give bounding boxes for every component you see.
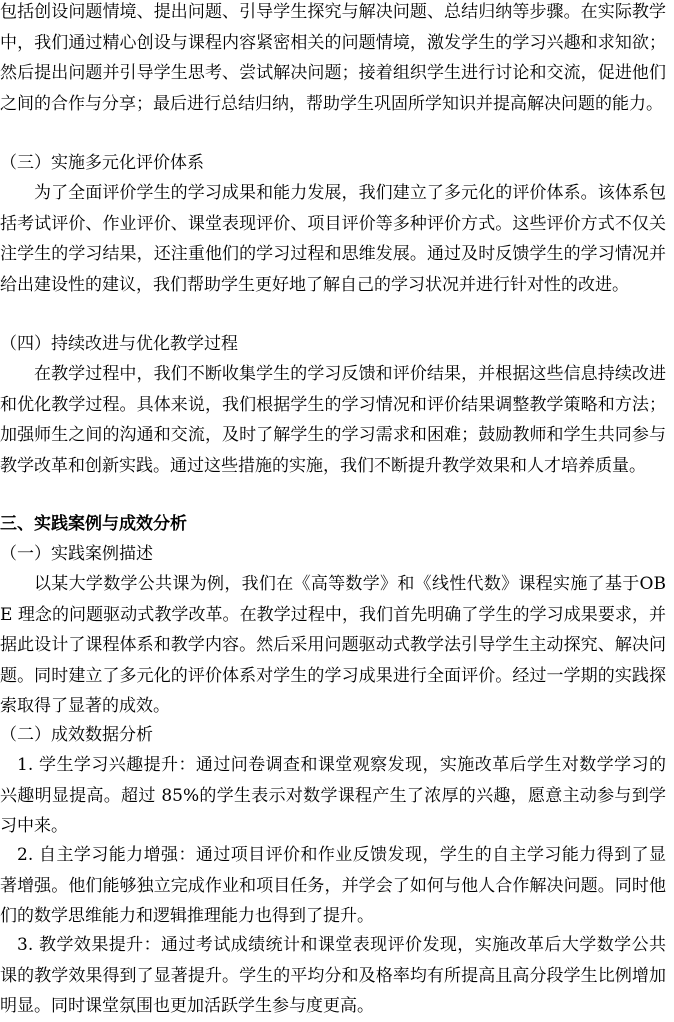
list-item-autonomy: 2. 自主学习能力增强：通过项目评价和作业反馈发现，学生的自主学习能力得到了显著增强。他们能够独立完成作业和项目任务，并学会了如何与他人合作解决问题。同时他们的数学思维能力和逻辑推理能力也得到了提升。 [0,845,666,926]
paragraph-case-description: 以某大学数学公共课为例，我们在《高等数学》和《线性代数》课程实施了基于OBE 理念的问题驱动式教学改革。在教学过程中，我们首先明确了学生的学习成果要求，并据此设计了课程体系和教学内容。然后采用问题驱动式教学法引导学生主动探究、解决问题。同时建立了多元化的评价体系对学生的学习成果进行全面评价。经过一学期的实践探索取得了显著的成效。 [0,574,666,716]
paragraph-evaluation-system: 为了全面评价学生的学习成果和能力发展，我们建立了多元化的评价体系。该体系包括考试评价、作业评价、课堂表现评价、项目评价等多种评价方式。这些评价方式不仅关注学生的学习结果，还注重他们的学习过程和思维发展。通过及时反馈学生的学习情况并给出建设性的建议，我们帮助学生更好地了解自己的学习状况并进行针对性的改进。 [0,183,666,295]
heading-results-analysis: （二）成效数据分析 [0,725,153,745]
heading-continuous-improvement: （四）持续改进与优化教学过程 [0,334,238,354]
list-item-teaching-effect: 3. 教学效果提升：通过考试成绩统计和课堂表现评价发现，实施改革后大学数学公共课的教学效果得到了显著提升。学生的平均分和及格率均有所提高且高分段学生比例增加明显。同时课堂氛围也更加活跃学生参与度更高。 [0,935,666,1016]
paragraph-improvement-process: 在教学过程中，我们不断收集学生的学习反馈和评价结果，并根据这些信息持续改进和优化教学过程。具体来说，我们根据学生的学习情况和评价结果调整教学策略和方法；加强师生之间的沟通和交流，及时了解学生的学习需求和困难；鼓励教师和学生共同参与教学改革和创新实践。通过这些措施的实施，我们不断提升教学效果和人才培养质量。 [0,364,666,476]
section-heading-practice-cases: 三、实践案例与成效分析 [0,514,187,534]
heading-diversified-evaluation: （三）实施多元化评价体系 [0,153,204,173]
list-item-interest: 1. 学生学习兴趣提升：通过问卷调查和课堂观察发现，实施改革后学生对数学学习的兴趣明显提高。超过 85%的学生表示对数学课程产生了浓厚的兴趣，愿意主动参与到学习中来。 [0,755,666,836]
paragraph-problem-steps: 包括创设问题情境、提出问题、引导学生探究与解决问题、总结归纳等步骤。在实际教学中，我们通过精心创设与课程内容紧密相关的问题情境，激发学生的学习兴趣和求知欲；然后提出问题并引导学生思考、尝试解决问题；接着组织学生进行讨论和交流，促进他们之间的合作与分享；最后进行总结归纳，帮助学生巩固所学知识并提高解决问题的能力。 [0,2,666,114]
heading-case-description: （一）实践案例描述 [0,544,153,564]
